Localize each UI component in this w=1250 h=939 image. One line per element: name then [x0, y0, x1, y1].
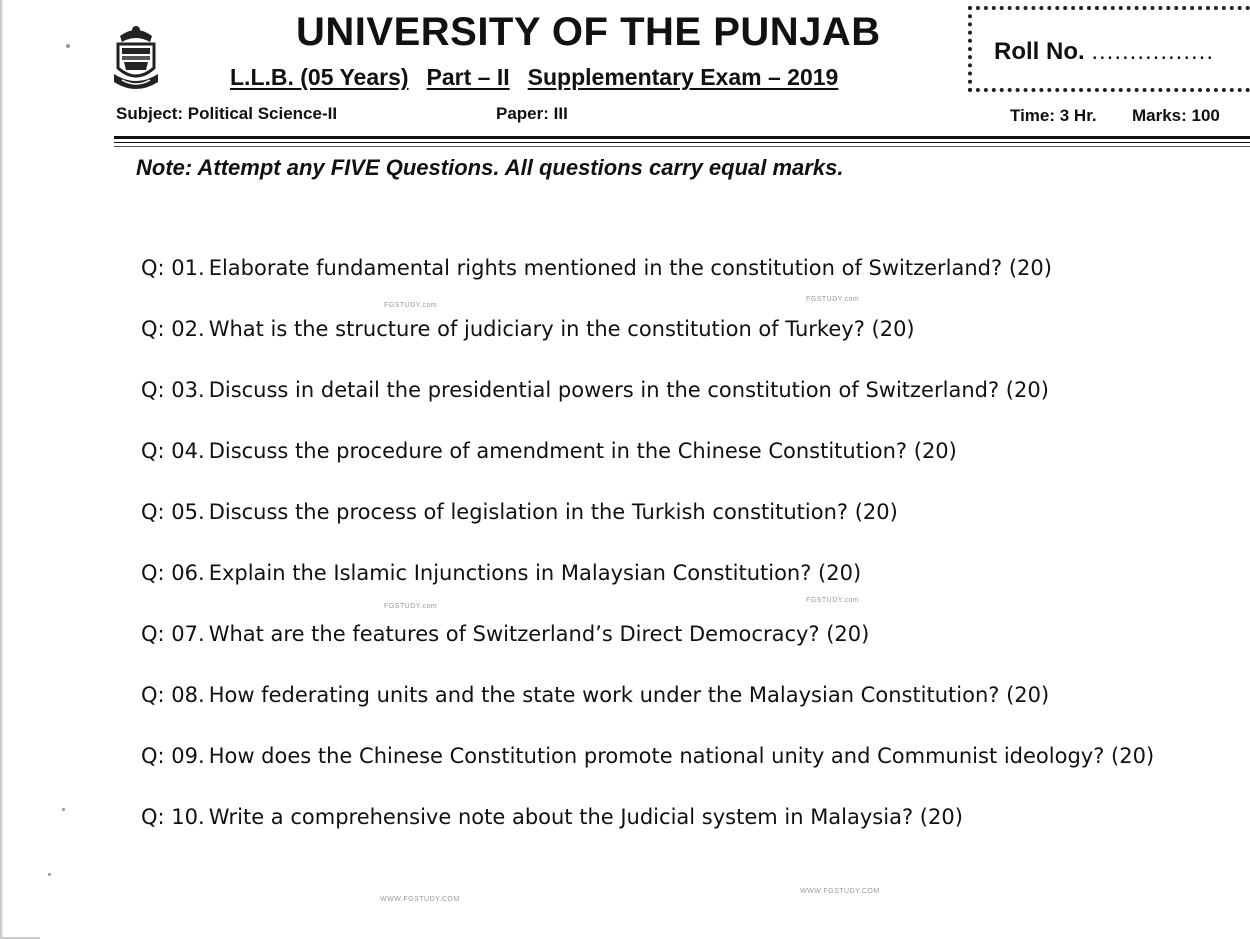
university-crest-logo: [110, 22, 162, 98]
watermark-text: FGSTUDY.com: [806, 296, 860, 303]
question-text: Write a comprehensive note about the Judicial system in Malaysia? (20): [208, 805, 963, 829]
question-text: Elaborate fundamental rights mentioned in the constitution of Switzerland? (20): [208, 256, 1052, 280]
question-number: Q: 01.: [141, 256, 205, 280]
question-number: Q: 10.: [141, 805, 205, 829]
question-text: What is the structure of judiciary in the constitution of Turkey? (20): [208, 317, 915, 341]
header-divider: [114, 136, 1250, 139]
paper-label: Paper: III: [496, 104, 568, 123]
roll-number-blank: ................: [1091, 38, 1215, 65]
header-divider-thin: [114, 146, 1250, 147]
question-text: Discuss the procedure of amendment in the Chinese Constitution? (20): [208, 439, 957, 463]
watermark-url: WWW.FGSTUDY.COM: [800, 888, 880, 895]
roll-number-field: [994, 38, 1214, 66]
question-text: How does the Chinese Constitution promote national unity and Communist ideology? (20): [208, 744, 1155, 768]
question-item: [141, 372, 1154, 433]
watermark-text: FGSTUDY.com: [806, 597, 860, 604]
question-item: [141, 494, 1154, 555]
watermark-text: FGSTUDY.com: [384, 603, 438, 610]
question-item: [141, 433, 1154, 494]
question-list: [141, 250, 1154, 860]
watermark-url: WWW.FGSTUDY.COM: [380, 896, 460, 903]
question-text: Explain the Islamic Injunctions in Malaysian Constitution? (20): [208, 561, 862, 585]
question-number: Q: 06.: [141, 561, 205, 585]
subject-label: Subject: Political Science-II: [116, 104, 338, 123]
question-number: Q: 05.: [141, 500, 205, 524]
question-text: Discuss in detail the presidential powers in the constitution of Switzerland? (20): [208, 378, 1049, 402]
question-text: Discuss the process of legislation in the Turkish constitution? (20): [208, 500, 898, 524]
question-number: Q: 08.: [141, 683, 205, 707]
roll-number-box: [968, 6, 1250, 92]
question-text: How federating units and the state work under the Malaysian Constitution? (20): [208, 683, 1050, 707]
scan-speck: [66, 44, 70, 48]
question-item: [141, 616, 1154, 677]
question-number: Q: 07.: [141, 622, 205, 646]
marks-label: Marks: 100: [1132, 106, 1220, 125]
scan-speck: [62, 808, 65, 811]
university-title: UNIVERSITY OF THE PUNJAB: [296, 10, 881, 54]
question-text: What are the features of Switzerland’s Direct Democracy? (20): [208, 622, 870, 646]
part-label: Part – II: [426, 64, 510, 90]
question-number: Q: 09.: [141, 744, 205, 768]
question-item: [141, 677, 1154, 738]
program-label: L.L.B. (05 Years): [230, 64, 409, 90]
header-divider-thin: [114, 142, 1250, 143]
instructions-note: Note: Attempt any FIVE Questions. All questions carry equal marks.: [136, 155, 844, 180]
exam-line: [230, 64, 838, 91]
question-item: [141, 250, 1154, 311]
question-item: [141, 799, 1154, 860]
roll-number-label: Roll No.: [994, 38, 1085, 65]
watermark-text: FGSTUDY.com: [384, 302, 438, 309]
question-item: [141, 555, 1154, 616]
scan-left-edge: [0, 0, 3, 939]
scan-speck: [48, 873, 51, 876]
question-number: Q: 04.: [141, 439, 205, 463]
question-number: Q: 03.: [141, 378, 205, 402]
time-label: Time: 3 Hr.: [1010, 106, 1097, 125]
question-number: Q: 02.: [141, 317, 205, 341]
question-item: [141, 311, 1154, 372]
question-item: [141, 738, 1154, 799]
exam-label: Supplementary Exam – 2019: [527, 64, 839, 90]
